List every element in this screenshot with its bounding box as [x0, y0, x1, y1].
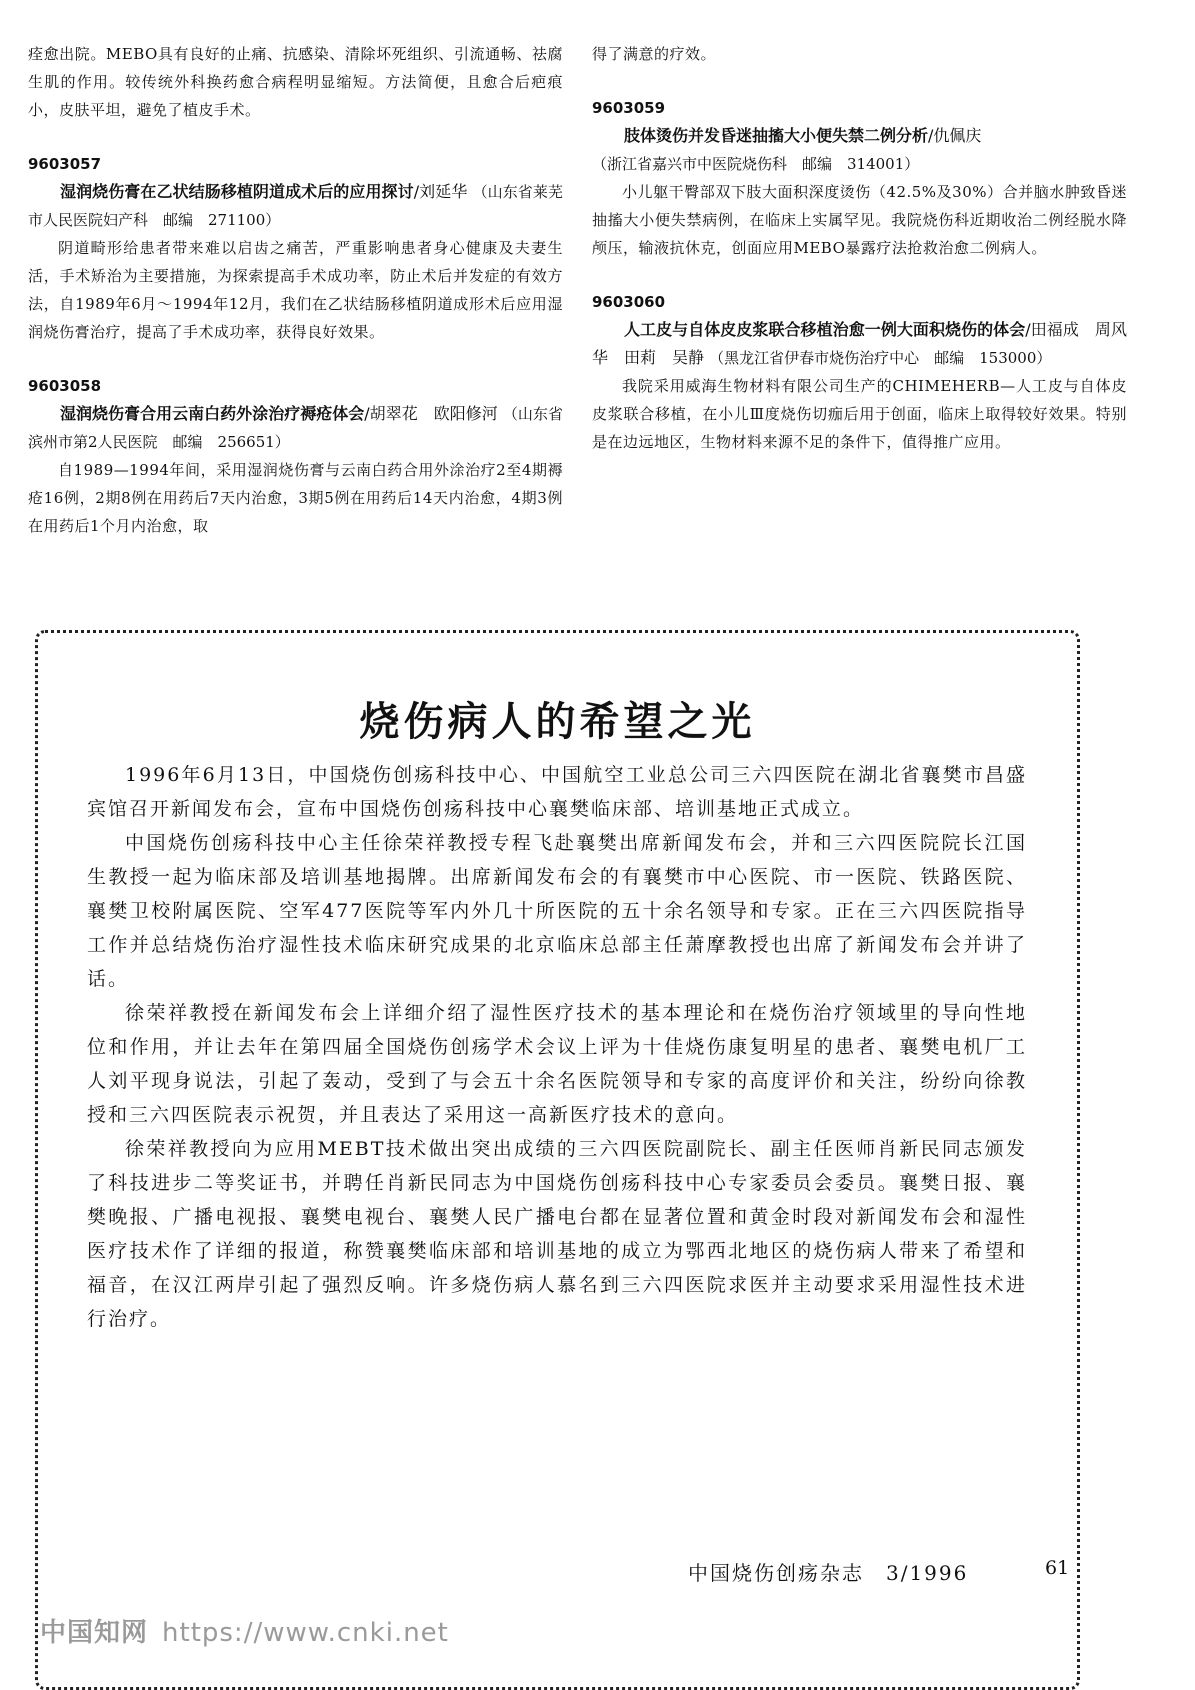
article-author: /胡翠花 欧阳修河: [364, 404, 498, 423]
article-title: 湿润烧伤膏合用云南白药外涂治疗褥疮体会: [60, 404, 365, 423]
article-author: /刘延华: [413, 182, 468, 201]
abstract-9603059: [592, 94, 1127, 262]
page-number: 61: [1045, 1557, 1070, 1579]
abstract-9603058: [28, 372, 563, 540]
article-author: /仇佩庆: [928, 126, 982, 145]
boxed-paragraph: 徐荣祥教授向为应用MEBT技术做出突出成绩的三六四医院副院长、副主任医师肖新民同志颁发了科技进步二等奖证书，并聘任肖新民同志为中国烧伤创疡科技中心专家委员会委员。襄樊日报、襄樊晚报、广播电视报、襄樊电视台、襄樊人民广播电台都在显著位置和黄金时段对新闻发布会和湿性医疗技术作了详细的报道，称赞襄樊临床部和培训基地的成立为鄂西北地区的烧伤病人带来了希望和福音，在汉江两岸引起了强烈反响。许多烧伤病人慕名到三六四医院求医并主动要求采用湿性技术进行治疗。: [87, 1138, 1027, 1330]
article-title: 湿润烧伤膏在乙状结肠移植阴道成术后的应用探讨: [60, 182, 414, 201]
watermark-url: https://www.cnki.net: [162, 1618, 449, 1648]
article-affiliation: （浙江省嘉兴市中医院烧伤科 邮编 314001）: [592, 155, 920, 173]
article-heading: [28, 178, 563, 234]
right-column: [592, 40, 1127, 456]
boxed-news-article: [35, 630, 1080, 1690]
article-affiliation: （山东省莱芜市人民医院妇产科 邮编 271100）: [28, 183, 563, 229]
left-continuation-text: 痊愈出院。MEBO具有良好的止痛、抗感染、清除坏死组织、引流通畅、祛腐生肌的作用。较传统外科换药愈合病程明显缩短。方法简便，且愈合后疤痕小，皮肤平坦，避免了植皮手术。: [28, 45, 563, 119]
article-heading: [28, 400, 563, 456]
abstract-9603057: [28, 150, 563, 346]
article-body: 自1989—1994年间，采用湿润烧伤膏与云南白药合用外涂治疗2至4期褥疮16例，2期8例在用药后7天内治愈，3期5例在用药后14天内治愈，4期3例在用药后1个月内治愈，取: [28, 461, 563, 535]
abstract-9603060: [592, 288, 1127, 456]
left-column: [28, 40, 563, 540]
article-id: 9603060: [592, 293, 666, 311]
article-affiliation: （山东省滨州市第2人民医院 邮编 256651）: [28, 405, 563, 451]
article-heading: [592, 122, 1127, 150]
boxed-paragraph: 徐荣祥教授在新闻发布会上详细介绍了湿性医疗技术的基本理论和在烧伤治疗领域里的导向性地位和作用，并让去年在第四届全国烧伤创疡学术会议上评为十佳烧伤康复明星的患者、襄樊电机厂工人刘平现身说法，引起了轰动，受到了与会五十余名医院领导和专家的高度评价和关注，纷纷向徐教授和三六四医院表示祝贺，并且表达了采用这一高新医疗技术的意向。: [87, 1002, 1027, 1126]
article-author: /田福成 周风华 田莉 吴静: [592, 320, 1127, 367]
boxed-article-body: [87, 758, 1027, 1336]
article-body: 小儿躯干臀部双下肢大面积深度烫伤（42.5%及30%）合并脑水肿致昏迷抽搐大小便失禁病例，在临床上实属罕见。我院烧伤科近期收治二例经脱水降颅压，输液抗休克，创面应用MEBO暴露疗法抢救治愈二例病人。: [592, 183, 1127, 257]
article-affiliation: （黑龙江省伊春市烧伤治疗中心 邮编 153000）: [709, 349, 1052, 367]
boxed-article-title: 烧伤病人的希望之光: [359, 699, 756, 745]
article-body: 我院采用威海生物材料有限公司生产的CHIMEHERB—人工皮与自体皮皮浆联合移植，在小儿Ⅲ度烧伤切痂后用于创面，临床上取得较好效果。特别是在边远地区，生物材料来源不足的条件下，值得推广应用。: [592, 377, 1127, 451]
cnki-watermark: [40, 1612, 449, 1649]
article-id: 9603057: [28, 155, 102, 173]
article-id: 9603058: [28, 377, 102, 395]
article-title: 人工皮与自体皮皮浆联合移植治愈一例大面积烧伤的体会: [624, 320, 1026, 339]
article-body: 阴道畸形给患者带来难以启齿之痛苦，严重影响患者身心健康及夫妻生活，手术矫治为主要措施，为探索提高手术成功率，防止术后并发症的有效方法，自1989年6月～1994年12月，我们在乙状结肠移植阴道成形术后应用湿润烧伤膏治疗，提高了手术成功率，获得良好效果。: [28, 239, 563, 341]
footer-journal-name: 中国烧伤创疡杂志 3/1996: [688, 1561, 969, 1585]
article-id: 9603059: [592, 99, 666, 117]
article-heading: [592, 316, 1127, 372]
article-title: 肢体烫伤并发昏迷抽搐大小便失禁二例分析: [624, 126, 929, 145]
watermark-brand: 中国知网: [40, 1618, 149, 1648]
right-continuation-text: 得了满意的疗效。: [592, 45, 717, 63]
boxed-paragraph: 中国烧伤创疡科技中心主任徐荣祥教授专程飞赴襄樊出席新闻发布会，并和三六四医院院长江国生教授一起为临床部及培训基地揭牌。出席新闻发布会的有襄樊市中心医院、市一医院、铁路医院、襄樊卫校附属医院、空军477医院等军内外几十所医院的五十余名领导和专家。正在三六四医院指导工作并总结烧伤治疗湿性技术临床研究成果的北京临床总部主任萧摩教授也出席了新闻发布会并讲了话。: [87, 832, 1027, 990]
boxed-paragraph: 1996年6月13日，中国烧伤创疡科技中心、中国航空工业总公司三六四医院在湖北省襄樊市昌盛宾馆召开新闻发布会，宣布中国烧伤创疡科技中心襄樊临床部、培训基地正式成立。: [87, 764, 1027, 820]
